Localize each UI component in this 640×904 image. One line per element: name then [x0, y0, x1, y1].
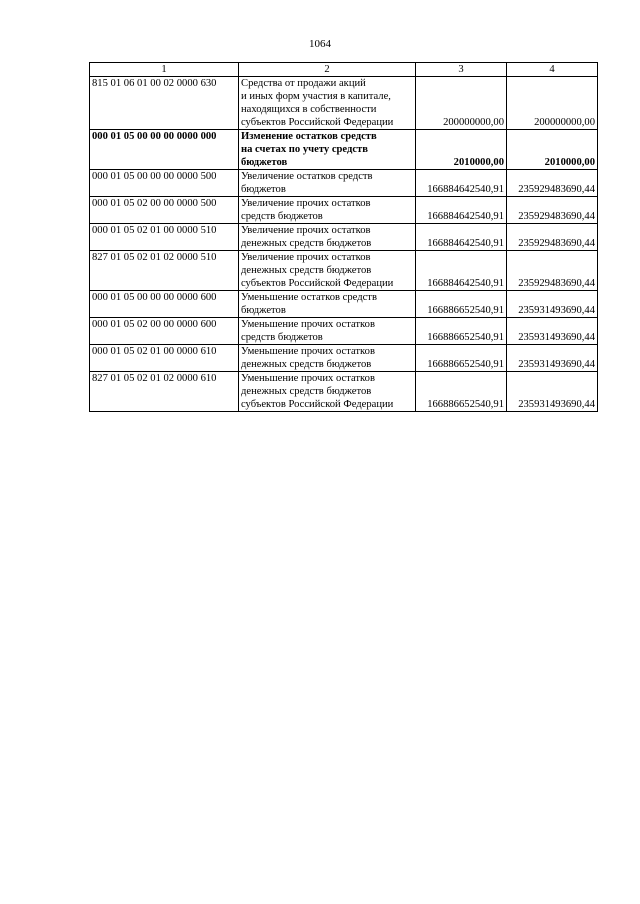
- row-name-line: Увеличение прочих остатков: [241, 198, 371, 209]
- row-name: [239, 197, 416, 224]
- row-name-line: Уменьшение остатков средств: [241, 292, 377, 303]
- table-body: [90, 63, 598, 412]
- row-code: 000 01 05 02 01 00 0000 510: [90, 224, 239, 251]
- row-name: [239, 224, 416, 251]
- row-value-col3: 166886652540,91: [416, 291, 507, 318]
- row-name-line: и иных форм участия в капитале,: [241, 91, 391, 102]
- row-code: 827 01 05 02 01 02 0000 510: [90, 251, 239, 291]
- budget-table: [89, 62, 598, 412]
- row-name: [239, 77, 416, 130]
- row-value-col3: 2010000,00: [416, 130, 507, 170]
- table-header-row: [90, 63, 598, 77]
- row-name: [239, 251, 416, 291]
- row-value-col4: 235929483690,44: [507, 224, 598, 251]
- row-name-line: Изменение остатков средств: [241, 131, 377, 142]
- table-row: [90, 170, 598, 197]
- row-name: [239, 170, 416, 197]
- row-name: [239, 318, 416, 345]
- row-name-line: денежных средств бюджетов: [241, 265, 372, 276]
- row-code: 000 01 05 02 01 00 0000 610: [90, 345, 239, 372]
- row-code: 000 01 05 02 00 00 0000 500: [90, 197, 239, 224]
- row-value-col4: 235929483690,44: [507, 170, 598, 197]
- row-name-line: денежных средств бюджетов: [241, 238, 372, 249]
- row-value-col3: 200000000,00: [416, 77, 507, 130]
- row-code: 000 01 05 00 00 00 0000 600: [90, 291, 239, 318]
- row-name-line: Уменьшение прочих остатков: [241, 346, 375, 357]
- row-value-col4: 235929483690,44: [507, 197, 598, 224]
- row-name-line: бюджетов: [241, 305, 286, 316]
- table-row: [90, 251, 598, 291]
- row-value-col4: 235931493690,44: [507, 372, 598, 412]
- row-name-line: Увеличение прочих остатков: [241, 225, 371, 236]
- table-row: [90, 77, 598, 130]
- row-code: 000 01 05 02 00 00 0000 600: [90, 318, 239, 345]
- row-name-line: Средства от продажи акций: [241, 78, 366, 89]
- row-value-col4: 235931493690,44: [507, 345, 598, 372]
- column-header-4: 4: [507, 63, 598, 77]
- table-row: [90, 318, 598, 345]
- row-value-col3: 166884642540,91: [416, 197, 507, 224]
- row-name-line: средств бюджетов: [241, 211, 323, 222]
- row-value-col3: 166884642540,91: [416, 170, 507, 197]
- row-name-line: Уменьшение прочих остатков: [241, 373, 375, 384]
- column-header-2: 2: [239, 63, 416, 77]
- row-name-line: денежных средств бюджетов: [241, 359, 372, 370]
- row-code: 815 01 06 01 00 02 0000 630: [90, 77, 239, 130]
- row-name-line: бюджетов: [241, 157, 288, 168]
- table-row: [90, 130, 598, 170]
- row-value-col3: 166884642540,91: [416, 224, 507, 251]
- table-row: [90, 224, 598, 251]
- row-value-col3: 166884642540,91: [416, 251, 507, 291]
- row-value-col4: 2010000,00: [507, 130, 598, 170]
- row-name-line: средств бюджетов: [241, 332, 323, 343]
- row-name-line: на счетах по учету средств: [241, 144, 368, 155]
- column-header-3: 3: [416, 63, 507, 77]
- column-header-1: 1: [90, 63, 239, 77]
- row-name-line: субъектов Российской Федерации: [241, 278, 394, 289]
- row-value-col4: 200000000,00: [507, 77, 598, 130]
- row-name: [239, 372, 416, 412]
- row-name-line: Увеличение остатков средств: [241, 171, 373, 182]
- row-name-line: субъектов Российской Федерации: [241, 117, 394, 128]
- table-row: [90, 291, 598, 318]
- row-value-col4: 235929483690,44: [507, 251, 598, 291]
- row-value-col4: 235931493690,44: [507, 291, 598, 318]
- row-name: [239, 291, 416, 318]
- row-code: 000 01 05 00 00 00 0000 500: [90, 170, 239, 197]
- row-name-line: денежных средств бюджетов: [241, 386, 372, 397]
- row-code: 000 01 05 00 00 00 0000 000: [90, 130, 239, 170]
- row-name-line: Увеличение прочих остатков: [241, 252, 371, 263]
- row-code: 827 01 05 02 01 02 0000 610: [90, 372, 239, 412]
- row-name-line: Уменьшение прочих остатков: [241, 319, 375, 330]
- table-row: [90, 197, 598, 224]
- table-row: [90, 345, 598, 372]
- row-name: [239, 345, 416, 372]
- page-number: 1064: [309, 38, 331, 50]
- row-name-line: бюджетов: [241, 184, 286, 195]
- row-name: [239, 130, 416, 170]
- row-name-line: находящихся в собственности: [241, 104, 377, 115]
- row-value-col3: 166886652540,91: [416, 345, 507, 372]
- row-value-col3: 166886652540,91: [416, 372, 507, 412]
- row-value-col4: 235931493690,44: [507, 318, 598, 345]
- table-row: [90, 372, 598, 412]
- row-value-col3: 166886652540,91: [416, 318, 507, 345]
- row-name-line: субъектов Российской Федерации: [241, 399, 394, 410]
